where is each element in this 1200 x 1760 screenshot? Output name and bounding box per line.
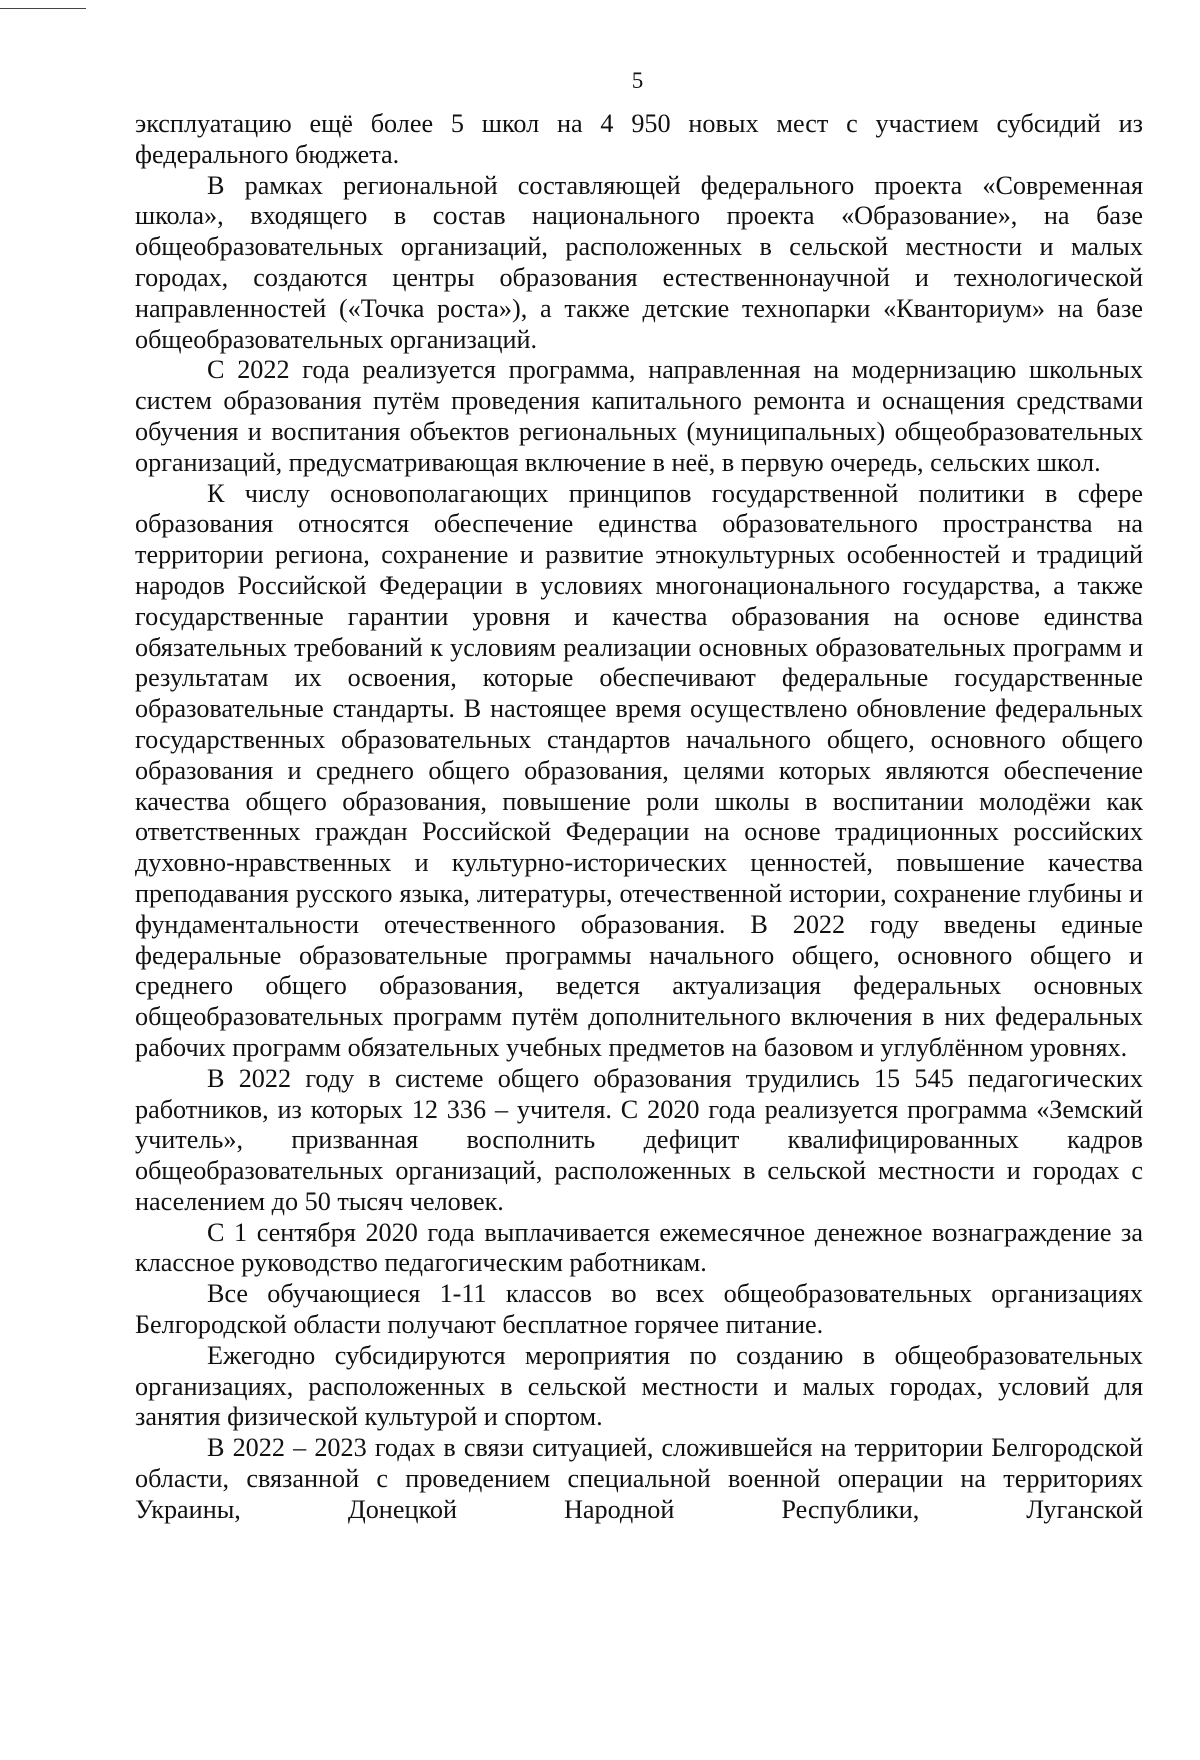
paragraph-class-guidance-payment: С 1 сентября 2020 года выплачивается ежемесячное денежное вознаграждение за классное руководство педагогическим работникам. bbox=[135, 1217, 1143, 1278]
document-body bbox=[135, 109, 1143, 1526]
paragraph-military-operation: В 2022 – 2023 годах в связи ситуацией, сложившейся на территории Белгородской области, связанной с проведением специальной военной операции на территориях Украины, Донецкой Народной Республики, Луганской bbox=[135, 1433, 1143, 1524]
paragraph-teaching-staff: В 2022 году в системе общего образования трудились 15 545 педагогических работников, из которых 12 336 – учителя. С 2020 года реализуется программа «Земский учитель», призванная восполнить дефицит квалифицированных кадров общеобразовательных организаций, расположенных в сельской местности и городах с населением до 50 тысяч человек. bbox=[135, 1063, 1143, 1216]
paragraph-hot-meals: Все обучающиеся 1-11 классов во всех общеобразовательных организациях Белгородской области получают бесплатное горячее питание. bbox=[135, 1279, 1143, 1340]
paragraph-continuation: эксплуатацию ещё более 5 школ на 4 950 новых мест с участием субсидий из федерального бюджета. bbox=[135, 109, 1143, 169]
paragraph-sports-subsidies: Ежегодно субсидируются мероприятия по созданию в общеобразовательных организациях, расположенных в сельской местности и малых городах, условий для занятия физической культурой и спортом. bbox=[135, 1340, 1143, 1432]
page-number: 5 bbox=[631, 68, 644, 93]
paragraph-modernization-program: С 2022 года реализуется программа, направленная на модернизацию школьных систем образования путём проведения капитального ремонта и оснащения средствами обучения и воспитания объектов региональных (муниципальных) общеобразовательных организаций, предусматривающая включение в неё, в первую очередь, сельских школ. bbox=[135, 355, 1143, 477]
scan-edge-line bbox=[0, 8, 86, 9]
paragraph-modern-school: В рамках региональной составляющей федерального проекта «Современная школа», входящего в состав национального проекта «Образование», на базе общеобразовательных организаций, расположенных в сельской местности и малых городах, создаются центры образования естественнонаучной и технологической направленностей («Точка роста»), а также детские технопарки «Кванториум» на базе общеобразовательных организаций. bbox=[135, 170, 1143, 354]
paragraph-state-policy-principles: К числу основополагающих принципов государственной политики в сфере образования относятся обеспечение единства образовательного пространства на территории региона, сохранение и развитие этнокультурных особенностей и традиций народов Российской Федерации в условиях многонационального государства, а также государственные гарантии уровня и качества образования на основе единства обязательных требований к условиям реализации основных образовательных программ и результатам их освоения, которые обеспечивают федеральные государственные образовательные стандарты. В настоящее время осуществлено обновление федеральных государственных образовательных стандартов начального общего, основного общего образования и среднего общего образования, целями которых являются обеспечение качества общего образования, повышение роли школы в воспитании молодёжи как ответственных граждан Российской Федерации на основе традиционных российских духовно-нравственных и культурно-исторических ценностей, повышение качества преподавания русского языка, литературы, отечественной истории, сохранение глубины и фундаментальности отечественного образования. В 2022 году введены единые федеральные образовательные программы начального общего, основного общего и среднего общего образования, ведется актуализация федеральных основных общеобразовательных программ путём дополнительного включения в них федеральных рабочих программ обязательных учебных предметов на базовом и углублённом уровнях. bbox=[135, 478, 1143, 1062]
